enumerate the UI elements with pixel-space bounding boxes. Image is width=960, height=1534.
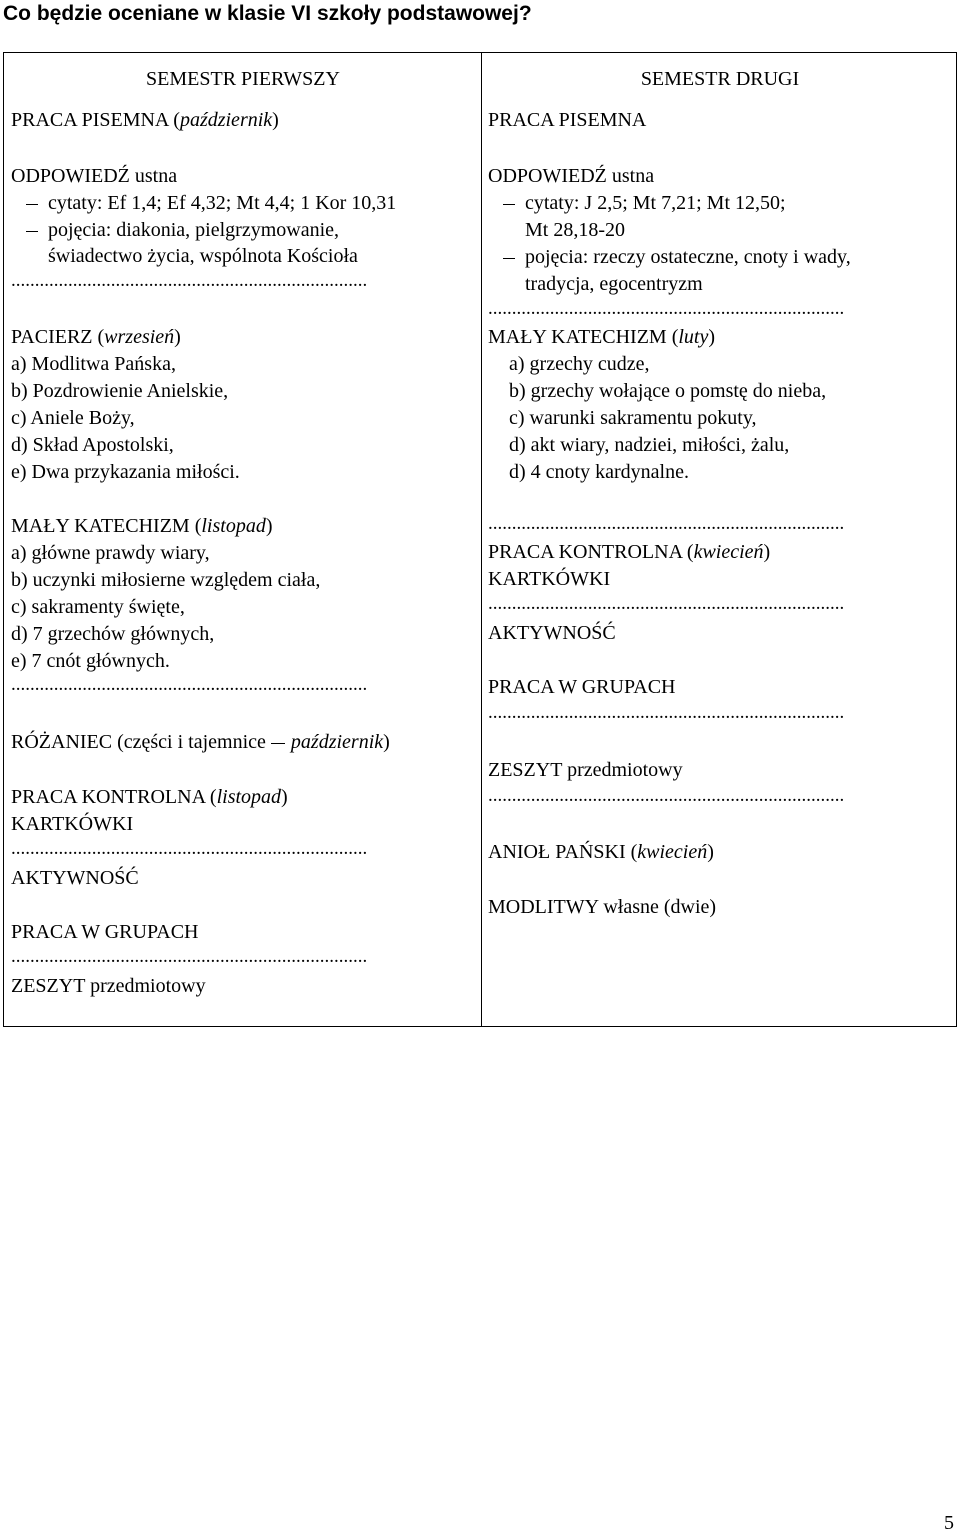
s2-pojecia-cont: tradycja, egocentryzm <box>525 273 703 295</box>
list-item: d) 4 cnoty kardynalne. <box>509 461 689 483</box>
list-item: c) warunki sakramentu pokuty, <box>509 407 757 429</box>
s2-dots-5: ........................................................................... <box>488 785 845 806</box>
list-item: d) Skład Apostolski, <box>11 434 174 456</box>
dash-separator <box>271 743 285 744</box>
list-item: a) grzechy cudze, <box>509 353 650 375</box>
list-item: b) Pozdrowienie Anielskie, <box>11 380 229 402</box>
list-item: b) grzechy wołające o pomstę do nieba, <box>509 380 827 402</box>
s1-dots-4: ........................................................................... <box>11 946 368 967</box>
list-item: b) uczynki miłosierne względem ciała, <box>11 569 321 591</box>
semester-1-column <box>11 53 475 1026</box>
s1-dots-2: ........................................................................... <box>11 674 368 695</box>
semester-table <box>3 52 957 1027</box>
s2-dots-1: ........................................................................... <box>488 298 845 319</box>
dash-bullet <box>26 231 38 232</box>
s1-zeszyt: ZESZYT przedmiotowy <box>11 975 206 997</box>
dash-bullet <box>26 204 38 205</box>
s1-dots-3: ........................................................................... <box>11 838 368 859</box>
s1-rozaniec: RÓŻANIEC (części i tajemnice październik) <box>11 731 390 753</box>
s1-pacierz: PACIERZ (wrzesień) <box>11 326 181 348</box>
semester-1-heading: SEMESTR PIERWSZY <box>146 68 340 90</box>
s1-cytaty: cytaty: Ef 1,4; Ef 4,32; Mt 4,4; 1 Kor 10,31 <box>48 191 396 215</box>
s1-odpowiedz: ODPOWIEDŹ ustna <box>11 165 178 187</box>
s2-aktywnosc: AKTYWNOŚĆ <box>488 622 616 644</box>
dash-bullet <box>503 204 515 205</box>
s2-katechizm: MAŁY KATECHIZM (luty) <box>488 326 716 348</box>
s1-kartkowki: KARTKÓWKI <box>11 813 134 835</box>
s2-zeszyt: ZESZYT przedmiotowy <box>488 759 683 781</box>
list-item: a) Modlitwa Pańska, <box>11 353 176 375</box>
list-item: e) Dwa przykazania miłości. <box>11 461 240 483</box>
s2-odpowiedz: ODPOWIEDŹ ustna <box>488 165 655 187</box>
s2-dots-3: ........................................................................... <box>488 593 845 614</box>
s2-dots-4: ........................................................................... <box>488 702 845 723</box>
page-number: 5 <box>944 1512 954 1534</box>
list-item: c) Aniele Boży, <box>11 407 135 429</box>
s1-pojecia: pojęcia: diakonia, pielgrzymowanie, <box>48 218 339 242</box>
s2-aniol-panski: ANIOŁ PAŃSKI (kwiecień) <box>488 841 714 863</box>
s2-praca-w-grupach: PRACA W GRUPACH <box>488 676 676 698</box>
list-item: a) główne prawdy wiary, <box>11 542 210 564</box>
s2-dots-2: ........................................................................... <box>488 513 845 534</box>
semester-2-column <box>488 53 952 1026</box>
s2-kartkowki: KARTKÓWKI <box>488 568 611 590</box>
s2-cytaty-cont: Mt 28,18-20 <box>525 219 625 241</box>
list-item: c) sakramenty święte, <box>11 596 185 618</box>
list-item: d) 7 grzechów głównych, <box>11 623 215 645</box>
s1-aktywnosc: AKTYWNOŚĆ <box>11 867 139 889</box>
page-title: Co będzie oceniane w klasie VI szkoły podstawowej? <box>3 2 532 25</box>
s2-praca-kontrolna: PRACA KONTROLNA (kwiecień) <box>488 541 771 563</box>
list-item: e) 7 cnót głównych. <box>11 650 170 672</box>
column-divider <box>481 53 482 1026</box>
s2-modlitwy: MODLITWY własne (dwie) <box>488 896 717 918</box>
semester-2-heading: SEMESTR DRUGI <box>640 68 800 90</box>
s1-praca-w-grupach: PRACA W GRUPACH <box>11 921 199 943</box>
s2-pojecia: pojęcia: rzeczy ostateczne, cnoty i wady, <box>525 245 851 269</box>
s1-katechizm: MAŁY KATECHIZM (listopad) <box>11 515 273 537</box>
dash-bullet <box>503 258 515 259</box>
s1-praca-pisemna: PRACA PISEMNA (październik) <box>11 109 279 131</box>
s2-praca-pisemna: PRACA PISEMNA <box>488 109 647 131</box>
s2-cytaty: cytaty: J 2,5; Mt 7,21; Mt 12,50; <box>525 191 786 215</box>
list-item: d) akt wiary, nadziei, miłości, żalu, <box>509 434 790 456</box>
s1-praca-kontrolna: PRACA KONTROLNA (listopad) <box>11 786 288 808</box>
s1-pojecia-cont: świadectwo życia, wspólnota Kościoła <box>48 245 358 267</box>
s1-dots-1: ........................................................................... <box>11 270 368 291</box>
